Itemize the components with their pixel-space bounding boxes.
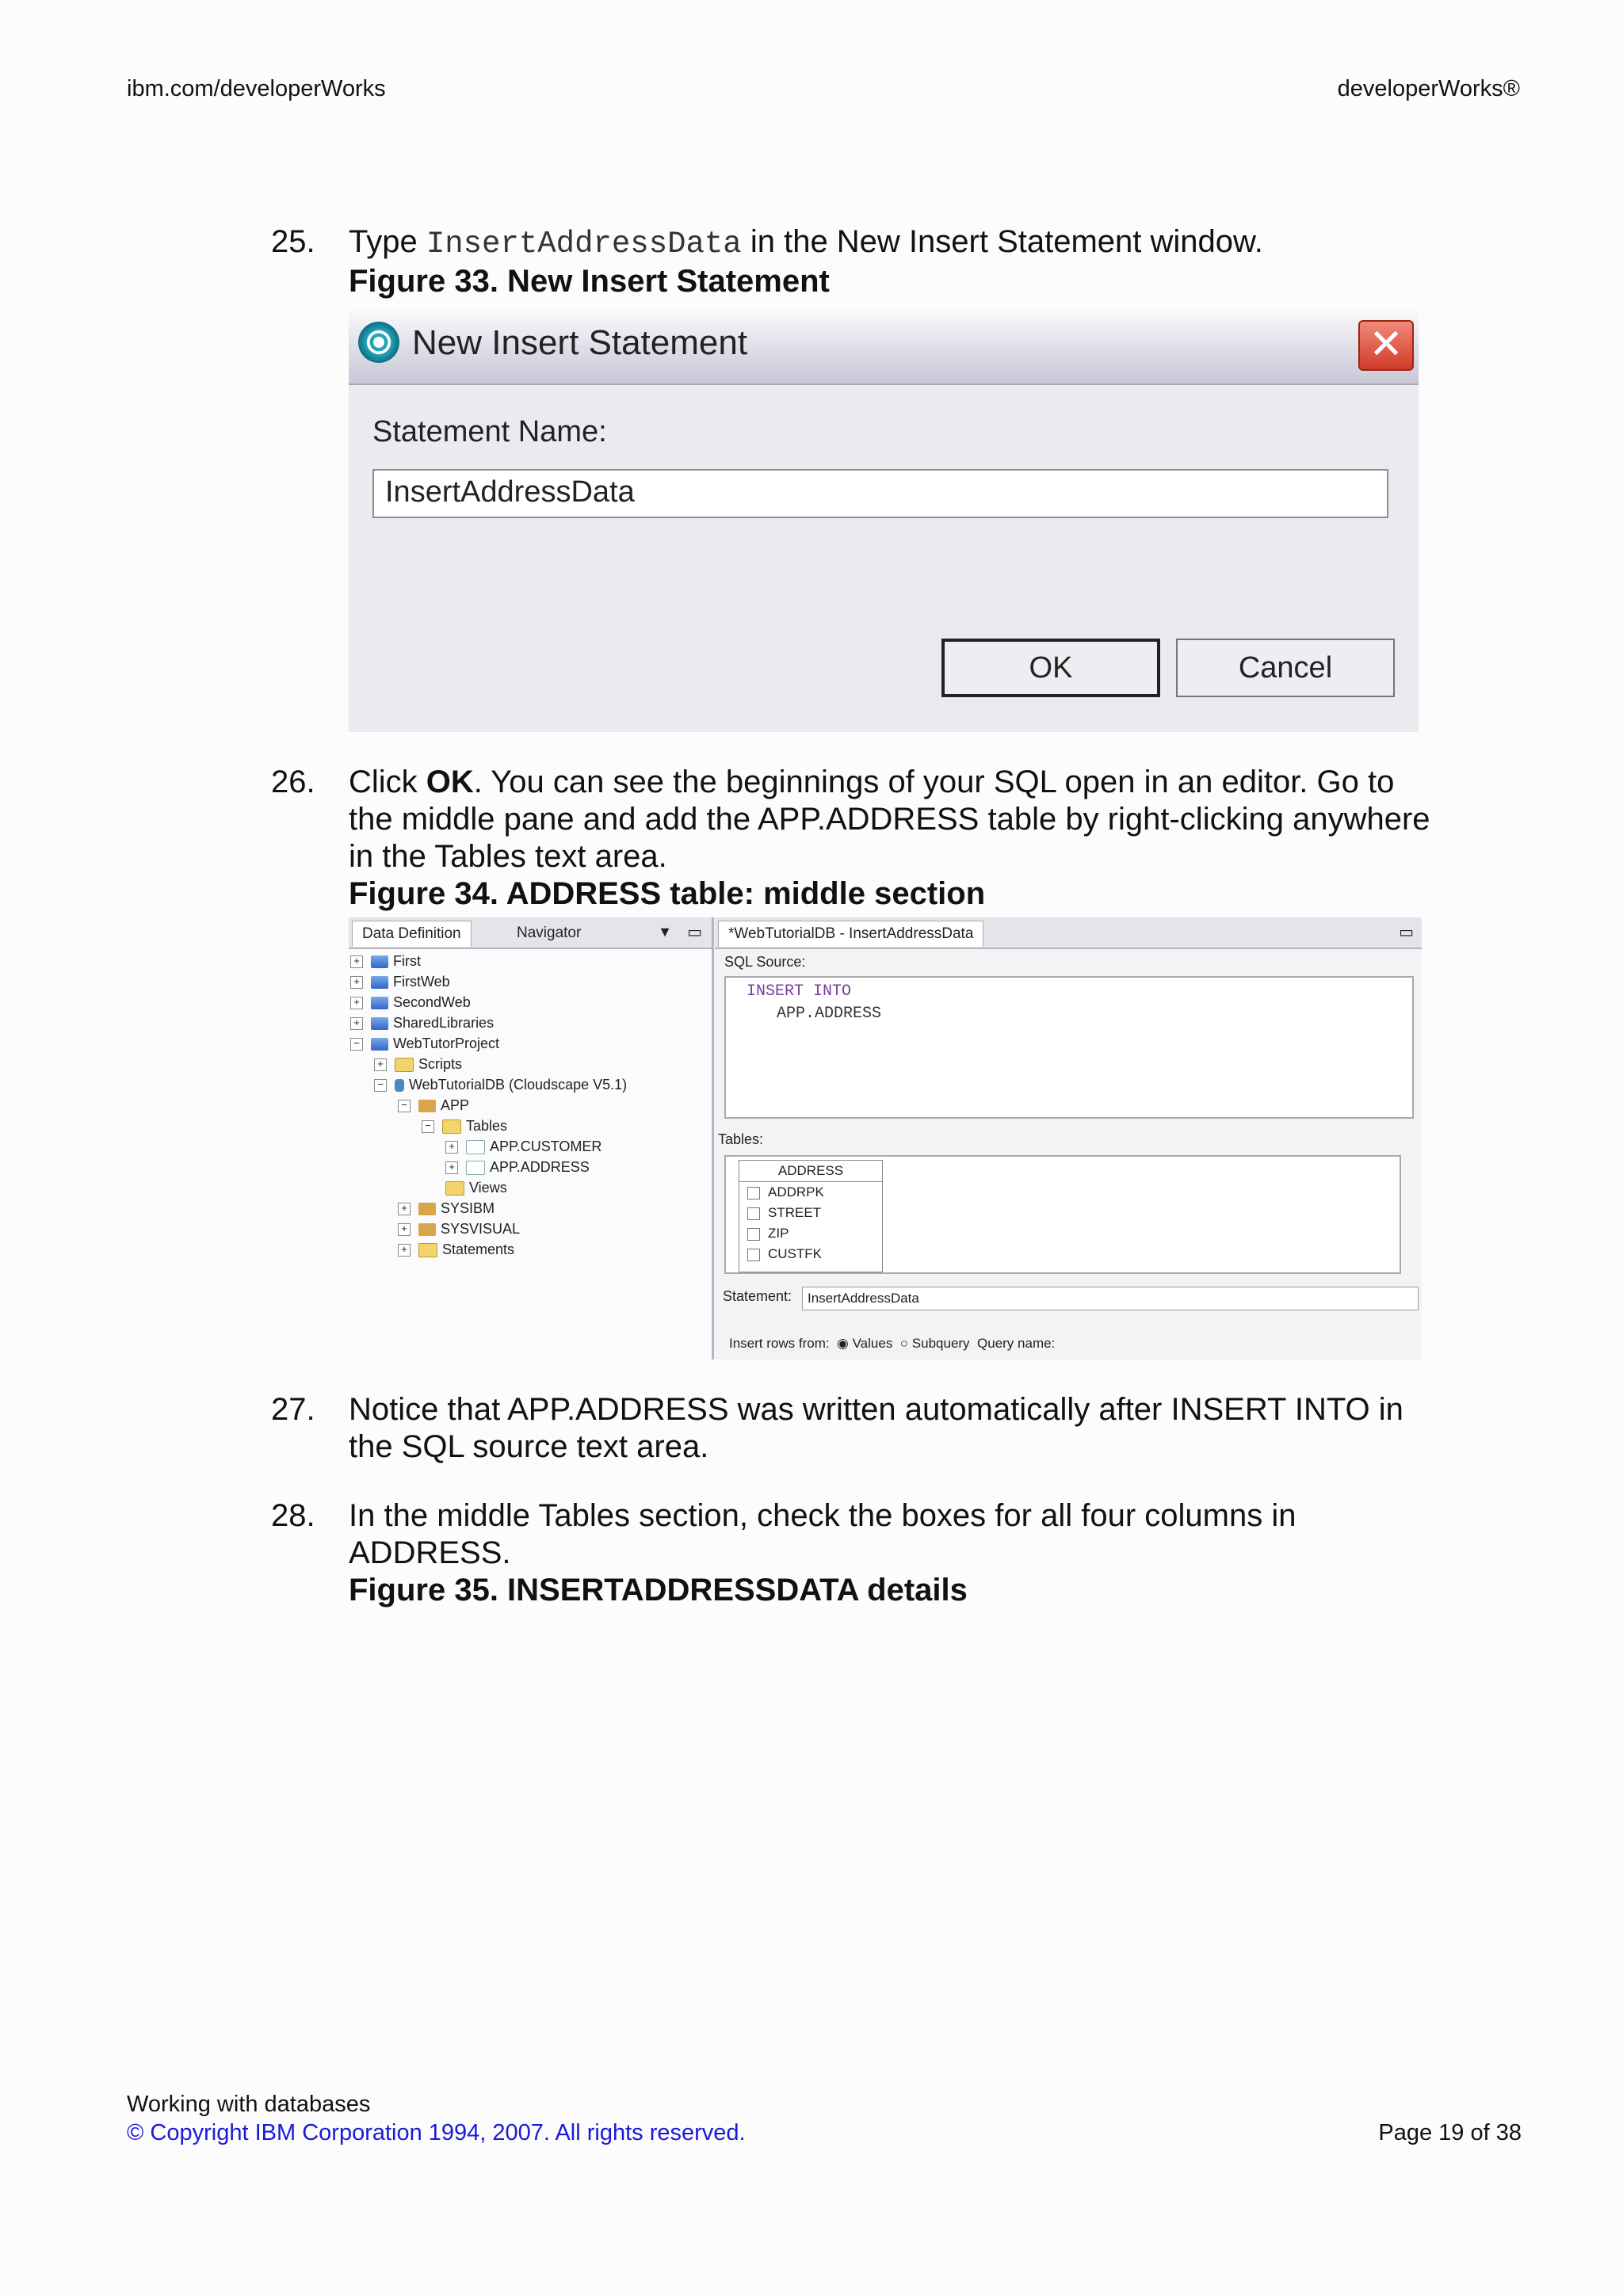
column-checkbox[interactable] bbox=[747, 1187, 760, 1199]
table-icon bbox=[466, 1140, 485, 1154]
tree-item-sysvisual[interactable]: + SYSVISUAL bbox=[398, 1219, 520, 1239]
step-text: in the New Insert Statement window. bbox=[741, 224, 1263, 259]
column-row-custfk[interactable]: CUSTFK bbox=[739, 1244, 882, 1264]
column-checkbox[interactable] bbox=[747, 1249, 760, 1261]
dialog-titlebar bbox=[349, 306, 1419, 385]
editor-tabbar bbox=[715, 917, 1422, 949]
folder-icon bbox=[395, 1058, 414, 1072]
folder-icon bbox=[445, 1181, 464, 1196]
column-row-addrpk[interactable]: ADDRPK bbox=[739, 1182, 882, 1203]
step-number: 28. bbox=[271, 1498, 315, 1533]
figure-caption: Figure 34. ADDRESS table: middle section bbox=[349, 876, 986, 911]
tree-item-secondweb[interactable]: + SecondWeb bbox=[350, 992, 471, 1013]
tree-item-first[interactable]: + First bbox=[350, 951, 421, 971]
project-icon bbox=[371, 1038, 388, 1051]
database-icon bbox=[395, 1079, 404, 1092]
schema-icon bbox=[418, 1100, 436, 1112]
tree-item-webtutorproject[interactable]: − WebTutorProject bbox=[350, 1033, 499, 1054]
dialog-title: New Insert Statement bbox=[412, 323, 748, 362]
footer-title: Working with databases bbox=[127, 2092, 371, 2117]
step-code: InsertAddressData bbox=[426, 227, 742, 261]
maximize-icon[interactable]: ▭ bbox=[1399, 924, 1414, 941]
folder-icon bbox=[418, 1243, 437, 1257]
tree-item-app[interactable]: − APP bbox=[398, 1095, 469, 1116]
footer-page-number: Page 19 of 38 bbox=[1378, 2120, 1522, 2145]
step-28 bbox=[271, 1497, 1444, 1609]
tab-insert-address-data[interactable]: *WebTutorialDB - InsertAddressData bbox=[718, 921, 983, 947]
statement-name-label: Statement Name: bbox=[372, 415, 607, 448]
schema-icon bbox=[418, 1203, 436, 1215]
sql-source-label: SQL Source: bbox=[724, 954, 806, 970]
step-27 bbox=[271, 1391, 1444, 1466]
sql-keyword: INSERT INTO bbox=[747, 982, 852, 1001]
sql-source-editor[interactable] bbox=[724, 976, 1414, 1119]
header-brand: developerWorks® bbox=[1337, 76, 1520, 101]
new-insert-statement-dialog bbox=[349, 306, 1419, 732]
project-icon bbox=[371, 997, 388, 1009]
close-icon[interactable]: ✕ bbox=[1358, 320, 1414, 371]
tables-area[interactable] bbox=[724, 1155, 1401, 1274]
ide-screenshot bbox=[349, 917, 1422, 1360]
tree-item-scripts[interactable]: + Scripts bbox=[374, 1054, 462, 1074]
step-text: Click bbox=[349, 765, 426, 799]
address-table-widget[interactable] bbox=[739, 1160, 883, 1272]
step-number: 27. bbox=[271, 1392, 315, 1427]
statement-name-input[interactable]: InsertAddressData bbox=[372, 469, 1388, 518]
cancel-button[interactable]: Cancel bbox=[1176, 639, 1395, 697]
tree-item-views[interactable]: Views bbox=[445, 1177, 507, 1198]
statement-field[interactable]: InsertAddressData bbox=[802, 1287, 1419, 1310]
schema-icon bbox=[418, 1223, 436, 1236]
folder-icon bbox=[442, 1119, 461, 1134]
figure-caption: Figure 33. New Insert Statement bbox=[349, 264, 830, 299]
step-text: . You can see the beginnings of your SQL open in an editor. Go to the middle pane and add the APP.ADDRESS table by right-clicking anywhere in the Tables text area. bbox=[349, 765, 1430, 874]
app-logo-icon bbox=[358, 322, 399, 363]
step-text: Notice that APP.ADDRESS was written automatically after INSERT INTO in the SQL source text area. bbox=[349, 1392, 1403, 1464]
insert-rows-options: Insert rows from: ◉ Values ○ Subquery Query name: bbox=[729, 1336, 1056, 1351]
tree-item-sharedlibraries[interactable]: + SharedLibraries bbox=[350, 1013, 494, 1033]
step-26 bbox=[271, 764, 1444, 913]
tab-data-definition[interactable]: Data Definition bbox=[352, 921, 472, 947]
table-icon bbox=[466, 1161, 485, 1175]
tree-item-webtutorialdb[interactable]: − WebTutorialDB (Cloudscape V5.1) bbox=[374, 1074, 627, 1095]
tree-item-sysibm[interactable]: + SYSIBM bbox=[398, 1198, 495, 1219]
tree-item-tables[interactable]: − Tables bbox=[422, 1116, 507, 1136]
sql-editor-pane bbox=[715, 917, 1422, 1360]
tab-navigator[interactable]: Navigator bbox=[517, 925, 582, 941]
step-text: In the middle Tables section, check the boxes for all four columns in ADDRESS. bbox=[349, 1498, 1296, 1570]
project-icon bbox=[371, 1017, 388, 1030]
header-site: ibm.com/developerWorks bbox=[127, 76, 386, 101]
column-row-zip[interactable]: ZIP bbox=[739, 1223, 882, 1244]
radio-subquery[interactable]: ○ Subquery bbox=[896, 1336, 970, 1351]
ok-button[interactable]: OK bbox=[941, 639, 1160, 697]
radio-values[interactable]: ◉ Values bbox=[833, 1336, 893, 1351]
step-bold: OK bbox=[426, 765, 474, 799]
column-checkbox[interactable] bbox=[747, 1207, 760, 1220]
minimize-icon[interactable]: ▭ bbox=[687, 924, 702, 941]
address-table-title: ADDRESS bbox=[739, 1161, 882, 1182]
tree-item-app-customer[interactable]: + APP.CUSTOMER bbox=[445, 1136, 601, 1157]
project-icon bbox=[371, 976, 388, 989]
figure-caption: Figure 35. INSERTADDRESSDATA details bbox=[349, 1573, 968, 1608]
tree-item-firstweb[interactable]: + FirstWeb bbox=[350, 971, 450, 992]
tree-item-statements[interactable]: + Statements bbox=[398, 1239, 514, 1260]
sql-table-name: APP.ADDRESS bbox=[777, 1005, 882, 1023]
left-tabbar bbox=[349, 917, 712, 949]
tables-label: Tables: bbox=[718, 1131, 764, 1147]
project-icon bbox=[371, 955, 388, 968]
data-definition-pane bbox=[349, 917, 714, 1360]
column-checkbox[interactable] bbox=[747, 1228, 760, 1241]
step-25 bbox=[271, 223, 1444, 300]
column-row-street[interactable]: STREET bbox=[739, 1203, 882, 1223]
statement-label: Statement: bbox=[723, 1288, 792, 1304]
step-text: Type bbox=[349, 224, 426, 259]
step-number: 25. bbox=[271, 224, 315, 259]
tree-item-app-address[interactable]: + APP.ADDRESS bbox=[445, 1157, 590, 1177]
step-number: 26. bbox=[271, 765, 315, 799]
view-menu-icon[interactable]: ▼ bbox=[658, 924, 672, 940]
footer-copyright-link[interactable]: © Copyright IBM Corporation 1994, 2007. All rights reserved. bbox=[127, 2120, 746, 2145]
